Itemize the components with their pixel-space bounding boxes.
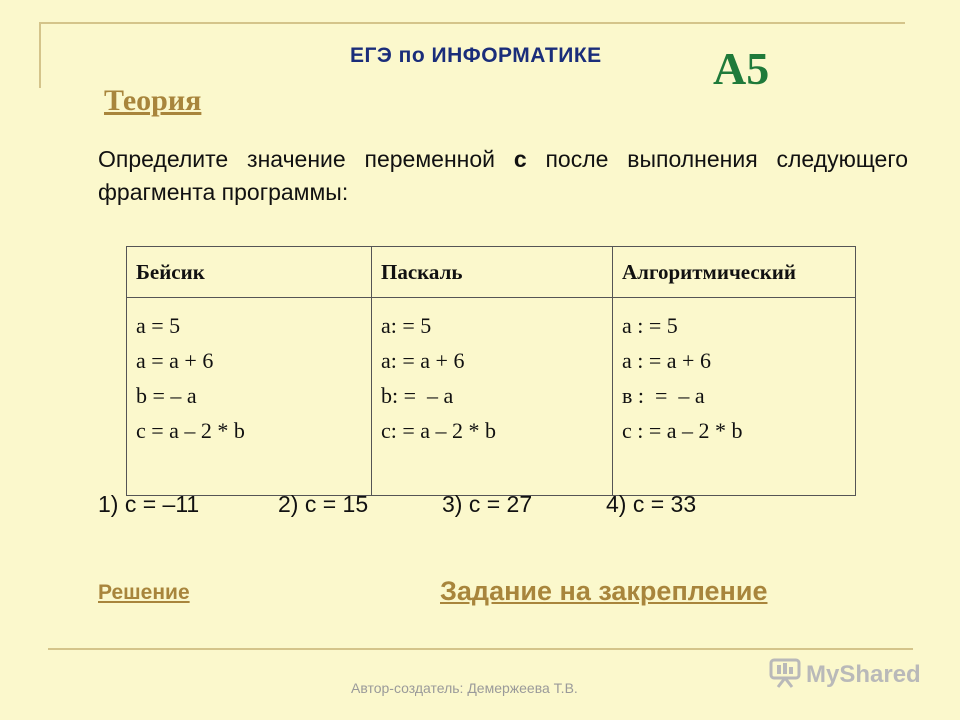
code-line: b: = – a — [381, 383, 454, 408]
code-line: a : = a + 6 — [622, 348, 711, 373]
code-line: в : = – a — [622, 383, 705, 408]
question-part-2: после выполнения следующего фрагмента программы: — [98, 146, 908, 205]
code-table — [126, 246, 856, 496]
frame-top-line — [40, 22, 905, 24]
code-line: a : = 5 — [622, 313, 678, 338]
code-line: a = 5 — [136, 313, 181, 338]
code-cell-pascal — [372, 298, 613, 496]
answer-option-1: 1) с = –11 — [98, 491, 200, 517]
code-cell-algorithmic — [613, 298, 856, 496]
code-line: a: = 5 — [381, 313, 432, 338]
question-part-1: Определите значение переменной — [98, 146, 514, 172]
author-credit: Автор-создатель: Демержеева Т.В. — [351, 680, 578, 696]
question-text — [98, 143, 908, 209]
header-basic: Бейсик — [127, 247, 372, 298]
task-code: А5 — [713, 43, 770, 94]
solution-link[interactable]: Решение — [98, 581, 190, 604]
watermark-text: MyShared — [806, 660, 921, 688]
table-row — [127, 298, 856, 496]
code-line: c: = a – 2 * b — [381, 418, 497, 443]
header-pascal: Паскаль — [372, 247, 613, 298]
practice-link[interactable]: Задание на закрепление — [440, 576, 768, 606]
code-line: a: = a + 6 — [381, 348, 465, 373]
code-line: a = a + 6 — [136, 348, 214, 373]
code-line: b = – a — [136, 383, 197, 408]
frame-bottom-line — [48, 648, 913, 650]
answer-option-4: 4) с = 33 — [606, 491, 697, 517]
question-variable: с — [513, 146, 527, 172]
frame-left-line — [39, 22, 41, 88]
answer-option-2: 2) с = 15 — [278, 491, 369, 517]
watermark-logo — [768, 656, 921, 693]
answer-option-3: 3) с = 27 — [442, 491, 533, 517]
code-line: c = a – 2 * b — [136, 418, 245, 443]
code-cell-basic — [127, 298, 372, 496]
theory-link[interactable]: Теория — [104, 84, 202, 117]
code-line: c : = a – 2 * b — [622, 418, 743, 443]
table-header-row — [127, 247, 856, 298]
page-title: ЕГЭ по ИНФОРМАТИКЕ — [350, 44, 602, 67]
presentation-icon — [768, 656, 802, 693]
header-algorithmic: Алгоритмический — [613, 247, 856, 298]
